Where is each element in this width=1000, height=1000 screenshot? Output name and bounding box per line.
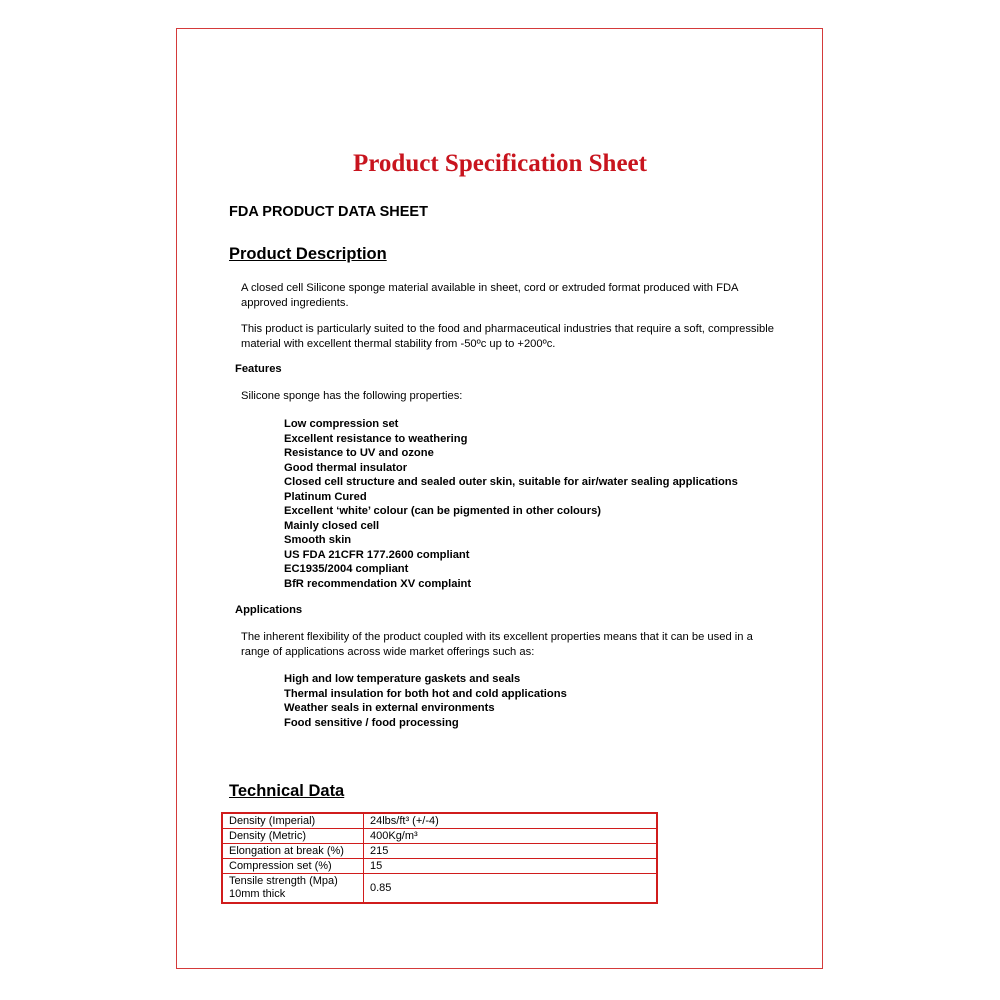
table-cell-label: Compression set (%) [222, 859, 364, 874]
applications-heading: Applications [235, 604, 303, 616]
list-item: Resistance to UV and ozone [284, 447, 434, 459]
technical-data-heading: Technical Data [229, 782, 345, 800]
list-item: High and low temperature gaskets and seals [284, 673, 521, 685]
list-item: Excellent resistance to weathering [284, 432, 468, 445]
table-cell-label: Elongation at break (%) [222, 844, 364, 859]
product-description-heading: Product Description [229, 245, 387, 263]
list-item: Platinum Cured [284, 490, 367, 503]
list-item: Smooth skin [284, 534, 352, 546]
list-item: Closed cell structure and sealed outer skin, suitable for air/water sealing applications [284, 476, 738, 488]
technical-data-table [221, 812, 658, 904]
table-cell-label: Tensile strength (Mpa) 10mm thick [222, 874, 364, 904]
features-intro: Silicone sponge has the following properties: [241, 390, 463, 402]
table-row [222, 829, 657, 844]
table-row [222, 813, 657, 829]
table-row [222, 844, 657, 859]
list-item: US FDA 21CFR 177.2600 compliant [284, 548, 470, 561]
list-item: Thermal insulation for both hot and cold applications [284, 687, 567, 700]
page-title: Product Specification Sheet [353, 150, 647, 177]
features-list [284, 417, 738, 591]
table-cell-label: Density (Metric) [222, 829, 364, 844]
features-heading: Features [235, 363, 282, 375]
table-cell-value: 0.85 [364, 874, 658, 904]
list-item: Mainly closed cell [284, 519, 380, 532]
applications-list [284, 672, 567, 730]
list-item: BfR recommendation XV complaint [284, 577, 472, 590]
list-item: Food sensitive / food processing [284, 716, 459, 729]
table-cell-value: 15 [364, 859, 658, 874]
list-item: Excellent ‘white’ colour (can be pigmented in other colours) [284, 505, 602, 517]
list-item: Good thermal insulator [284, 461, 408, 474]
table-row [222, 874, 657, 904]
table-cell-label: Density (Imperial) [222, 813, 364, 829]
table-cell-value: 400Kg/m³ [364, 829, 658, 844]
table-row [222, 859, 657, 874]
list-item: Low compression set [284, 418, 399, 430]
list-item: Weather seals in external environments [284, 702, 495, 714]
table-cell-value: 24lbs/ft³ (+/-4) [364, 813, 658, 829]
document-subtitle: FDA PRODUCT DATA SHEET [229, 204, 428, 220]
description-paragraph-2: This product is particularly suited to the food and pharmaceutical industries that require a soft, compressible material with excellent thermal stability from -50ºc up to +200ºc. [241, 323, 774, 350]
table-cell-value: 215 [364, 844, 658, 859]
applications-intro: The inherent flexibility of the product coupled with its excellent properties means that it can be used in a range of applications across wide market offerings such as: [241, 631, 753, 658]
description-paragraph-1: A closed cell Silicone sponge material available in sheet, cord or extruded format produced with FDA approved ingredients. [241, 282, 738, 309]
list-item: EC1935/2004 compliant [284, 563, 409, 575]
